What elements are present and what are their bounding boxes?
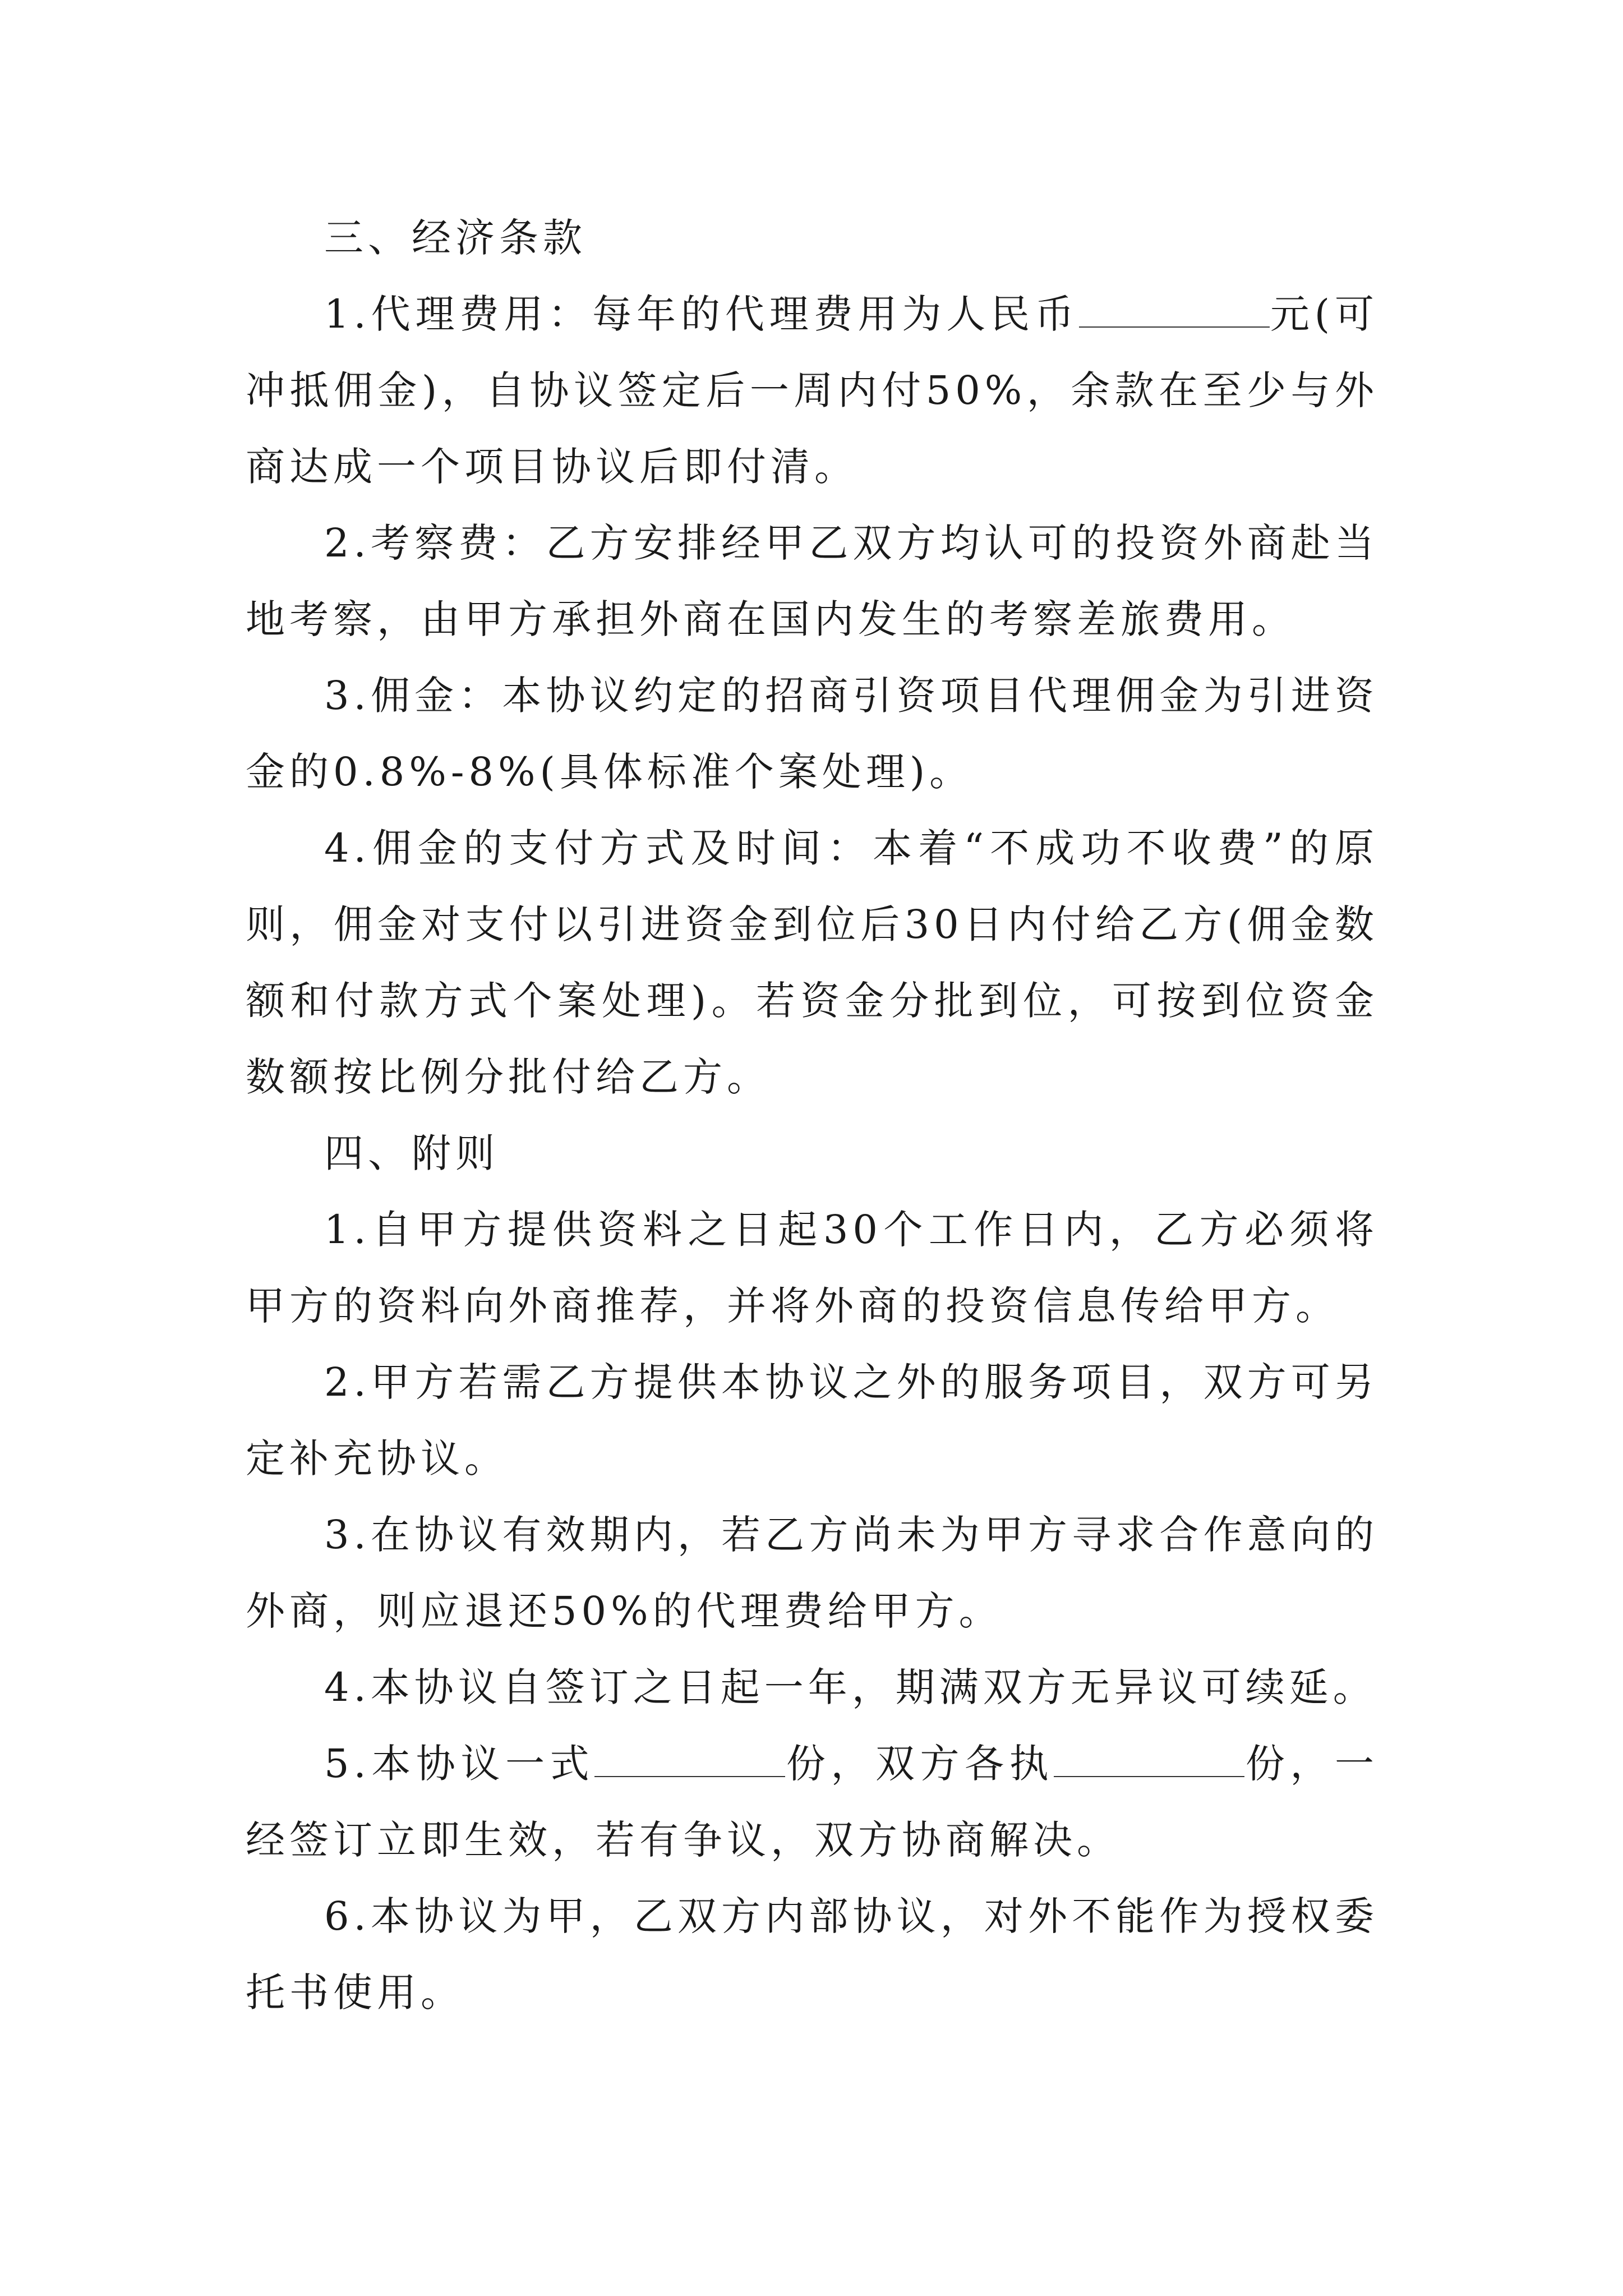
clause-agency-fee-text-b: 元(可冲抵佣金)，自协议签定后一周内付50%，余款在至少与外商达成一个项目协议后即付清。: [246, 291, 1378, 490]
clause-copies-text-a: 5.本协议一式: [324, 1741, 595, 1787]
agency-fee-amount-blank: [1079, 283, 1270, 328]
document-page: [246, 200, 1378, 2031]
section-heading-economic-terms: 三、经济条款: [324, 215, 587, 261]
clause-supplementary-1: 1.自甲方提供资料之日起30个工作日内，乙方必须将甲方的资料向外商推荐，并将外商的投资信息传给甲方。: [246, 1207, 1378, 1329]
copies-each-party-blank: [1054, 1732, 1244, 1777]
clause-commission: 3.佣金：本协议约定的招商引资项目代理佣金为引进资金的0.8%-8%(具体标准个案处理)。: [246, 673, 1378, 795]
clause-supplementary-5: [246, 1726, 1378, 1878]
clause-agency-fee-text-a: 1.代理费用：每年的代理费用为人民币: [324, 291, 1079, 337]
clause-agency-fee: [246, 276, 1378, 505]
section-heading-supplementary: 四、附则: [324, 1130, 499, 1176]
clause-supplementary-6: 6.本协议为甲，乙双方内部协议，对外不能作为授权委托书使用。: [246, 1893, 1378, 2016]
clause-supplementary-2: 2.甲方若需乙方提供本协议之外的服务项目，双方可另定补充协议。: [246, 1359, 1378, 1481]
clause-inspection-fee: 2.考察费：乙方安排经甲乙双方均认可的投资外商赴当地考察，由甲方承担外商在国内发生的考察差旅费用。: [246, 520, 1378, 642]
clause-copies-text-b: 份，双方各执: [785, 1741, 1054, 1787]
total-copies-blank: [594, 1732, 785, 1777]
clause-supplementary-4: 4.本协议自签订之日起一年，期满双方无异议可续延。: [324, 1664, 1377, 1710]
clause-copies-text-c: 份，一经签订立即生效，若有争议，双方协商解决。: [246, 1741, 1379, 1863]
clause-commission-payment: 4.佣金的支付方式及时间：本着“不成功不收费”的原则，佣金对支付以引进资金到位后30日内付给乙方(佣金数额和付款方式个案处理)。若资金分批到位，可按到位资金数额按比例分批付给乙方。: [246, 825, 1378, 1100]
clause-supplementary-3: 3.在协议有效期内，若乙方尚未为甲方寻求合作意向的外商，则应退还50%的代理费给甲方。: [246, 1512, 1378, 1634]
